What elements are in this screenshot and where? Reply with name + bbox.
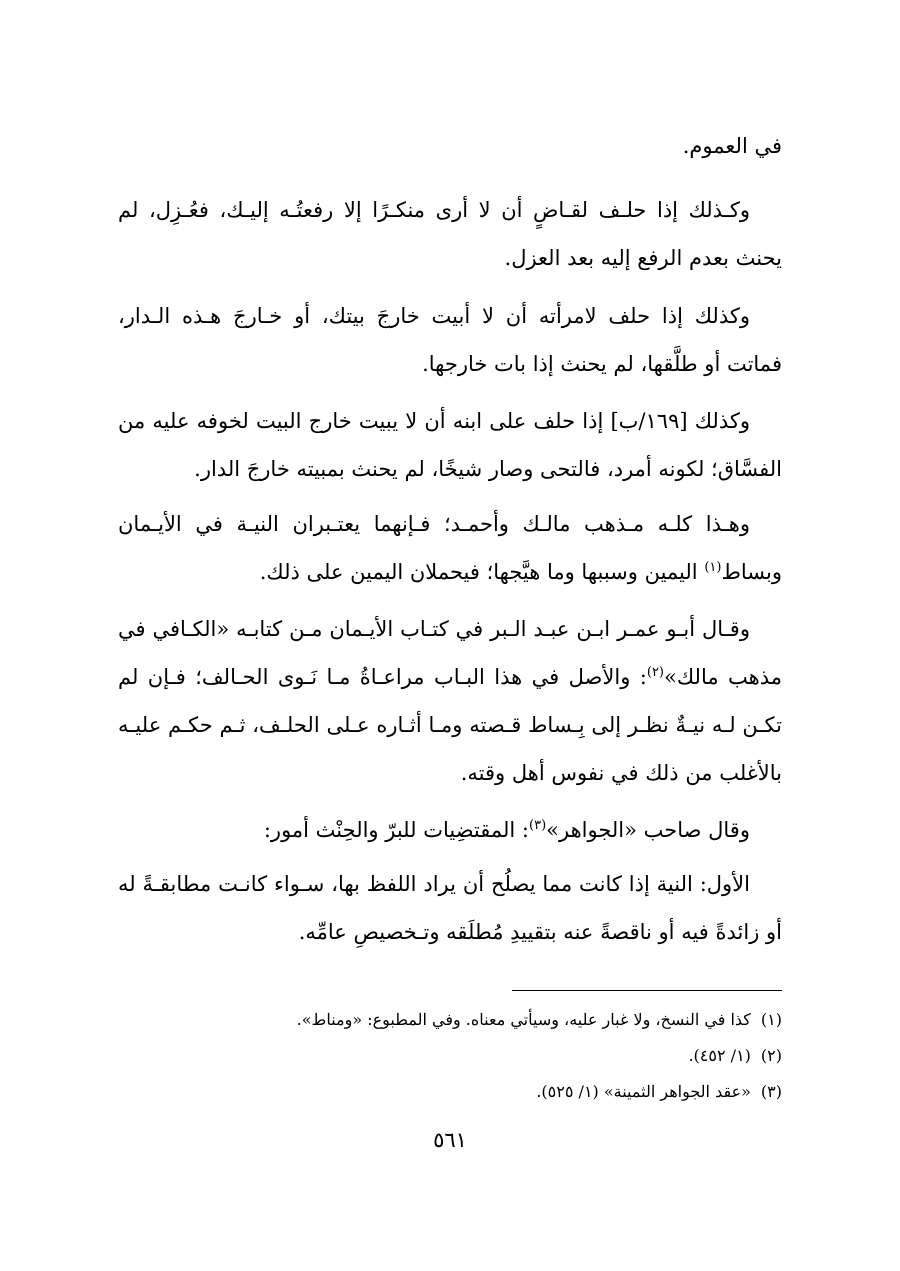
footnote-3 <box>118 1074 782 1110</box>
paragraph-2 <box>118 186 782 282</box>
footnotes <box>118 1002 782 1110</box>
paragraph-text: الأول: النية إذا كانت مما يصلُح أن يراد اللفظ بها، سـواء كانـت مطابقـةً له أو زائدةً فيه أو ناقصةً عنه بتقييدِ مُطلَقه وتـخصيصِ عامِّه. <box>118 872 782 944</box>
paragraph-text: وكذلك إذا حلف لامرأته أن لا أبيت خارجَ بيتك، أو خـارجَ هـذه الـدار، فماتت أو طلَّقها، لم يحنث إذا بات خارجها. <box>118 304 782 376</box>
page-number: ٥٦١ <box>433 1128 467 1152</box>
footnote-number: (١) <box>760 1010 782 1029</box>
paragraph-text: اليمين وسببها وما هيَّجها؛ فيحملان اليمين على ذلك. <box>259 560 705 584</box>
paragraph-6 <box>118 605 782 797</box>
footnote-text: كذا في النسخ، ولا غبار عليه، وسيأتي معناه. وفي المطبوع: «ومناط». <box>296 1010 751 1029</box>
paragraph-text: في العموم. <box>682 134 782 158</box>
paragraph-1 <box>118 122 782 170</box>
footnote-1 <box>118 1002 782 1038</box>
footnote-divider <box>512 990 782 991</box>
paragraph-4 <box>118 397 782 493</box>
footnote-ref-3[interactable]: (٣) <box>529 818 547 833</box>
paragraph-8 <box>118 860 782 956</box>
footnote-number: (٢) <box>760 1046 782 1065</box>
footnote-number: (٣) <box>760 1082 782 1101</box>
paragraph-text: وكـذلك إذا حلـف لقـاضٍ أن لا أرى منكـرًا إلا رفعتُـه إليـك، فعُـزِل، لم يحنث بعدم الرفع إليه بعد العزل. <box>118 198 782 270</box>
paragraph-5 <box>118 500 782 596</box>
paragraph-text: وكذلك [١٦٩/ب] إذا حلف على ابنه أن لا يبيت خارج البيت لخوفه عليه من الفسَّاق؛ لكونه أمرد، فالتحى وصار شيخًا، لم يحنث بمبيته خارجَ الدار. <box>118 409 782 481</box>
paragraph-3 <box>118 292 782 388</box>
paragraph-text: : المقتضِيات للبرّ والحِنْث أمور: <box>263 818 529 842</box>
paragraph-7 <box>118 806 782 854</box>
footnote-2 <box>118 1038 782 1074</box>
paragraph-text: وقـال أبـو عمـر ابـن عبـد الـبر في كتـاب الأيـمان مـن كتابـه «الكـافي في مذهب مالك» <box>118 617 782 689</box>
footnote-text: «عقد الجواهر الثمينة» (١/ ٥٢٥). <box>536 1082 751 1101</box>
book-page <box>118 0 782 1271</box>
paragraph-text: وهـذا كلـه مـذهب مالـك وأحمـد؛ فـإنهما يعتـبران النيـة في الأيـمان وبساط <box>118 512 782 584</box>
footnote-text: (١/ ٤٥٢). <box>688 1046 751 1065</box>
footnote-ref-2[interactable]: (٢) <box>646 665 664 680</box>
footnote-ref-1[interactable]: (١) <box>704 560 722 575</box>
paragraph-text: : والأصل في هذا البـاب مراعـاةُ مـا نَـوى الحـالف؛ فـإن لم تكـن لـه نيـةٌ نظـر إلى بِـساط قـصته ومـا أثـاره عـلى الحلـف، ثـم حكـم عليـه بالأغلب من ذلك في نفوس أهل وقته. <box>118 665 782 785</box>
paragraph-text: وقال صاحب «الجواهر» <box>546 818 750 842</box>
